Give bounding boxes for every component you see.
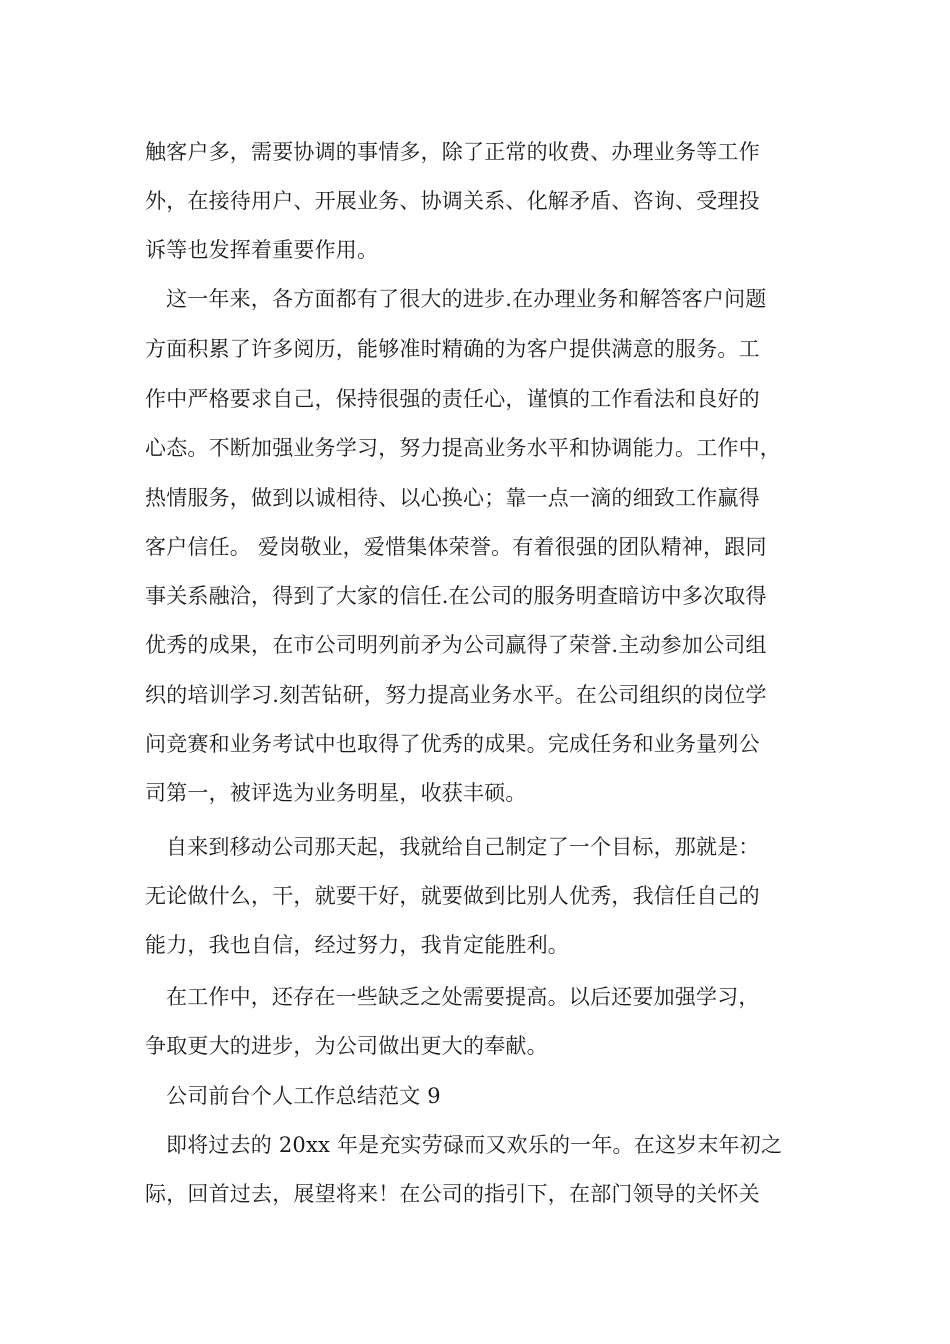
text-line: 触客户多，需要协调的事情多，除了正常的收费、办理业务等工作: [145, 140, 760, 164]
section-heading: 公司前台个人工作总结范文 9: [166, 1084, 441, 1108]
text-line: 方面积累了许多阅历，能够准时精确的为客户提供满意的服务。工: [145, 337, 760, 361]
text-line: 客户信任。 爱岗敬业，爱惜集体荣誉。有着很强的团队精神，跟同: [145, 535, 767, 559]
text-line: 问竞赛和业务考试中也取得了优秀的成果。完成任务和业务量列公: [145, 732, 760, 756]
text-line: 外，在接待用户、开展业务、协调关系、化解矛盾、咨询、受理投: [145, 189, 760, 213]
text-line: 事关系融洽，得到了大家的信任.在公司的服务明查暗访中多次取得: [145, 584, 767, 608]
text-line: 优秀的成果，在市公司明列前矛为公司赢得了荣誉.主动参加公司组: [145, 633, 767, 657]
text-line: 际，回首过去，展望将来！在公司的指引下，在部门领导的关怀关: [145, 1182, 760, 1206]
text-line: 诉等也发挥着重要作用。: [145, 238, 379, 262]
text-line: 作中严格要求自己，保持很强的责任心，谨慎的工作看法和良好的: [145, 387, 760, 411]
text-line: 织的培训学习.刻苦钻研，努力提高业务水平。在公司组织的岗位学: [145, 683, 767, 707]
paragraph-start-line: 在工作中，还存在一些缺乏之处需要提高。以后还要加强学习，: [166, 985, 760, 1009]
paragraph-start-line: 自来到移动公司那天起，我就给自己制定了一个目标，那就是：: [166, 835, 760, 859]
text-line: 热情服务，做到以诚相待、以心换心；靠一点一滴的细致工作赢得: [145, 486, 760, 510]
text-line: 无论做什么，干，就要干好，就要做到比别人优秀，我信任自己的: [145, 884, 760, 908]
text-line: 司第一，被评选为业务明星，收获丰硕。: [145, 781, 527, 805]
paragraph-start-line: 即将过去的 20xx 年是充实劳碌而又欢乐的一年。在这岁末年初之: [166, 1133, 783, 1157]
text-line: 心态。不断加强业务学习，努力提高业务水平和协调能力。工作中，: [145, 436, 781, 460]
text-line: 争取更大的进步，为公司做出更大的奉献。: [145, 1034, 548, 1058]
text-line: 能力，我也自信，经过努力，我肯定能胜利。: [145, 933, 569, 957]
paragraph-start-line: 这一年来，各方面都有了很大的进步.在办理业务和解答客户问题: [166, 287, 767, 311]
